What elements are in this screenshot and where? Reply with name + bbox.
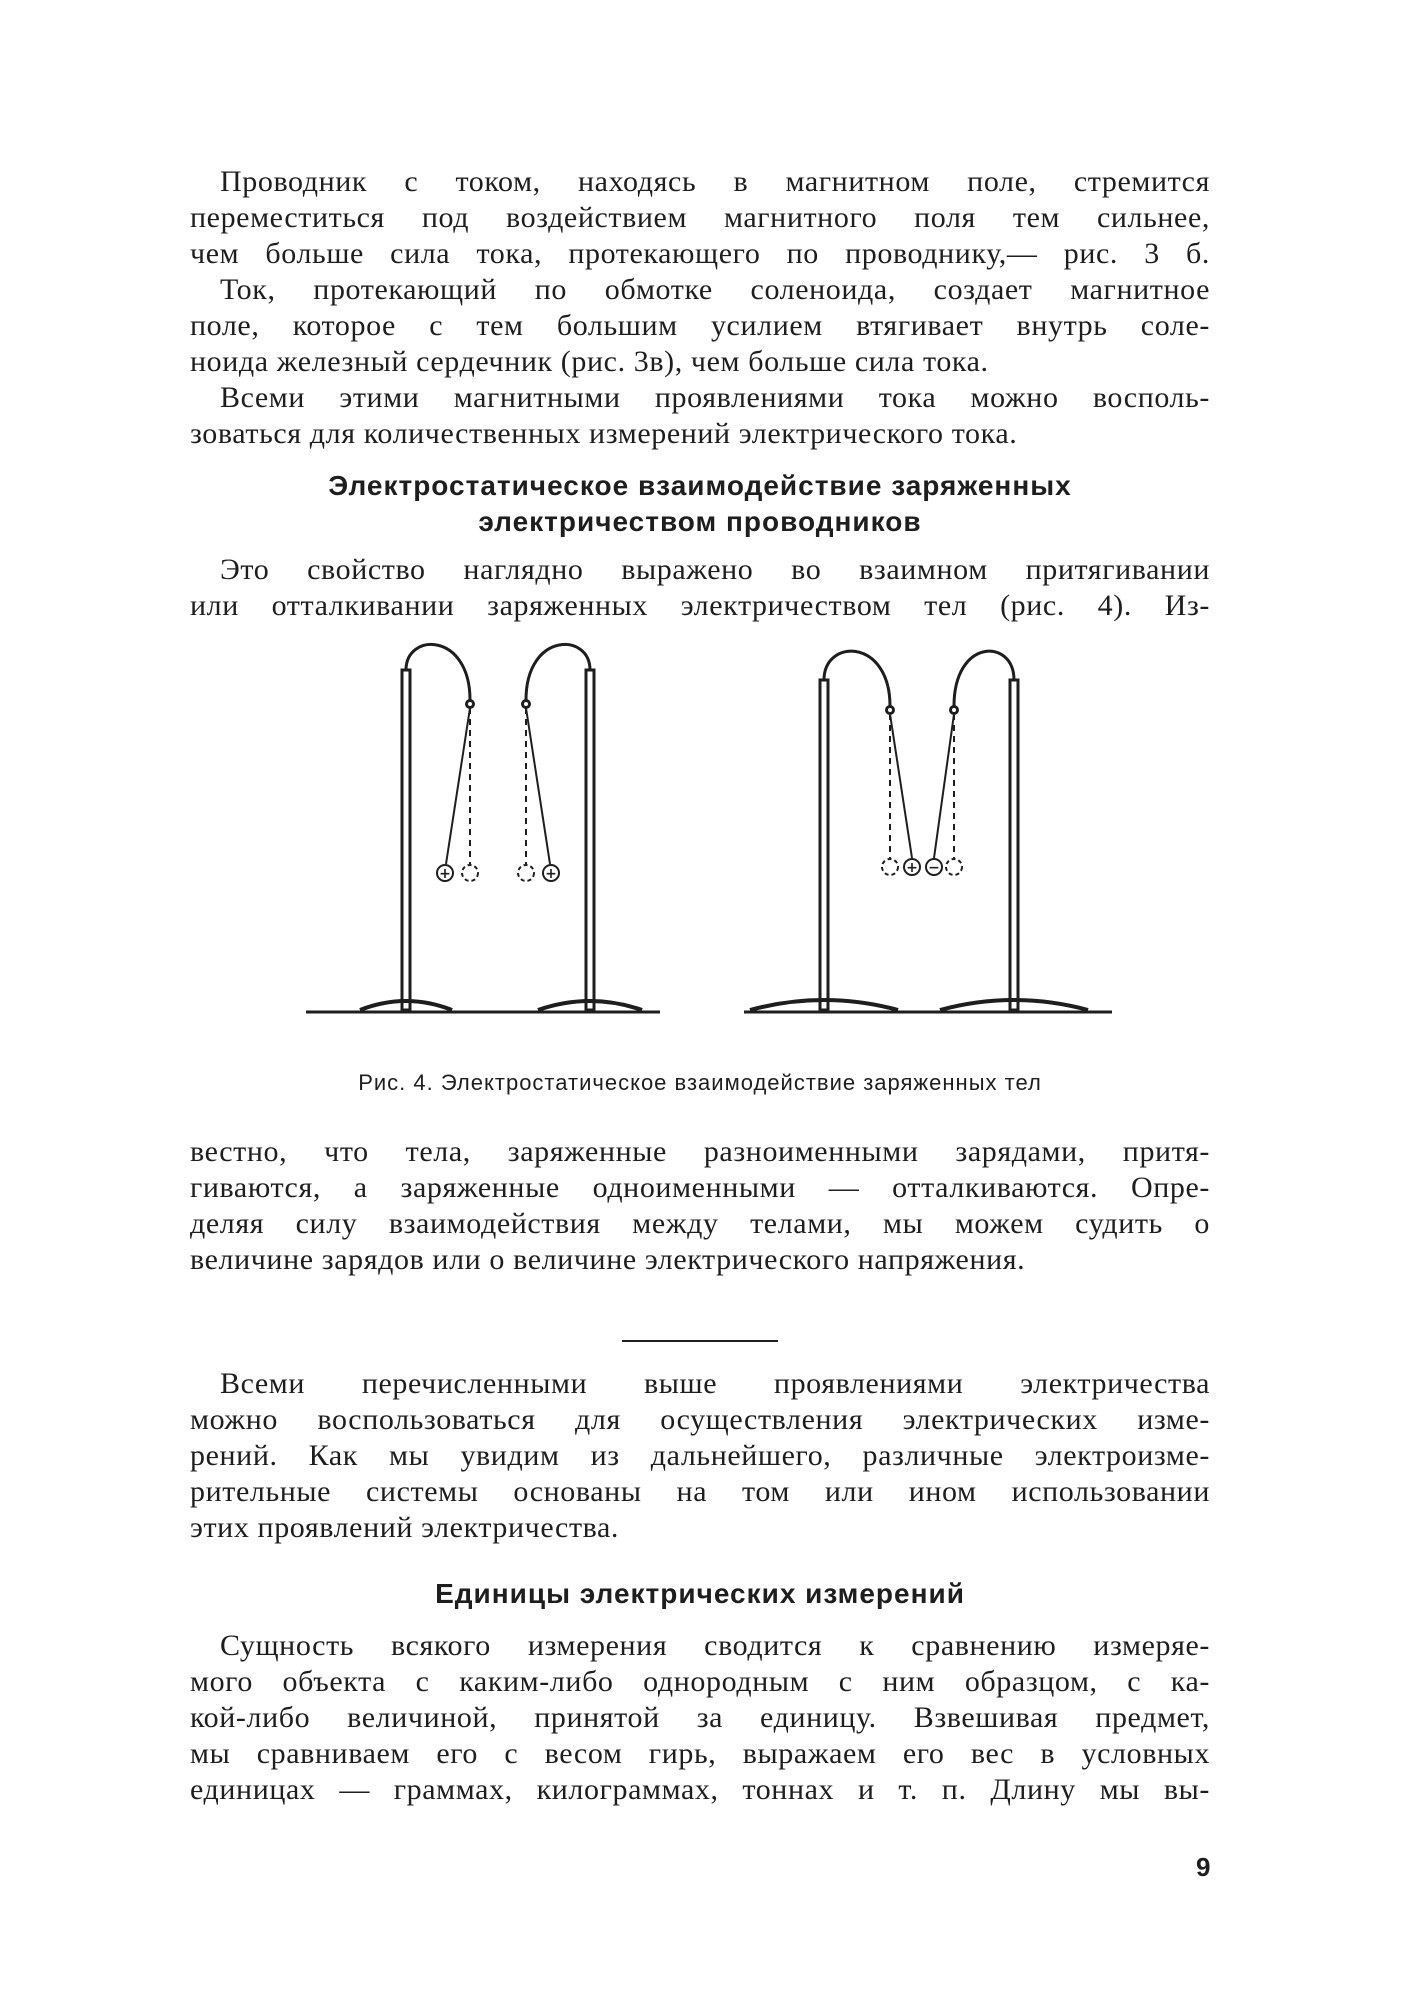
- text-line: можно воспользоваться для осуществления электрических изме-: [190, 1403, 1210, 1436]
- text-line: Всеми перечисленными выше проявлениями электричества: [220, 1367, 1210, 1400]
- summary-paragraph: [190, 1366, 1210, 1546]
- text-line: зоваться для количественных измерений электрического тока.: [190, 417, 1018, 450]
- stand-2: [586, 670, 594, 1010]
- text-line: мы сравниваем его с весом гирь, выражаем его вес в условных: [190, 1737, 1210, 1770]
- thread-deflected: [526, 708, 550, 864]
- heading-line: Электростатическое взаимодействие заряженных: [328, 470, 1072, 501]
- text-line: Всеми этими магнитными проявлениями тока можно восполь-: [220, 381, 1210, 414]
- stand-3-hook: [824, 651, 890, 706]
- text-line: вестно, что тела, заряженные разноименными зарядами, притя-: [190, 1135, 1210, 1168]
- charge-sign: +: [906, 860, 918, 876]
- text-line: величине зарядов или о величине электрического напряжения.: [190, 1243, 1026, 1276]
- charge-sign: −: [928, 860, 940, 876]
- figure-caption: Рис. 4. Электростатическое взаимодействие заряженных тел: [358, 1070, 1042, 1095]
- text-line: мого объекта с каким-либо однородным с ним образцом, с ка-: [190, 1665, 1210, 1698]
- charge-sign: +: [545, 866, 557, 882]
- intro-paragraph: [190, 164, 1210, 452]
- figure-electrostatic-interaction: [300, 640, 1120, 1060]
- charge-sign: +: [439, 866, 451, 882]
- text-line: этих проявлений электричества.: [190, 1511, 620, 1544]
- text-line: переместиться под воздействием магнитного поля тем сильнее,: [190, 201, 1210, 234]
- stand-3: [820, 680, 828, 1010]
- section-heading-units: [190, 1576, 1210, 1612]
- units-paragraph: [190, 1628, 1210, 1808]
- electrostatic-paragraph: [190, 552, 1210, 624]
- text-line: рительные системы основаны на том или ином использовании: [190, 1475, 1210, 1508]
- text-line: единицах — граммах, килограммах, тоннах и т. п. Длину мы вы-: [190, 1773, 1210, 1806]
- text-line: Сущность всякого измерения сводится к сравнению измеряе-: [220, 1629, 1210, 1662]
- stand-1: [402, 670, 410, 1010]
- thread-deflected: [890, 714, 912, 858]
- text-line: Проводник с током, находясь в магнитном поле, стремится: [220, 165, 1210, 198]
- stand-2-hook: [526, 644, 590, 700]
- text-line: гиваются, а заряженные одноименными — отталкиваются. Опре-: [190, 1171, 1210, 1204]
- ball-rest-position: [462, 865, 478, 881]
- text-line: чем больше сила тока, протекающего по проводнику,— рис. 3 б.: [190, 237, 1210, 270]
- text-line: деляя силу взаимодействия между телами, мы можем судить о: [190, 1207, 1210, 1240]
- ball-rest-position: [946, 859, 962, 875]
- page-number: 9: [1196, 1852, 1211, 1882]
- text-line: кой-либо величиной, принятой за единицу. Взвешивая предмет,: [190, 1701, 1210, 1734]
- heading-line: Единицы электрических измерений: [435, 1578, 965, 1609]
- stand-1-hook: [406, 644, 470, 700]
- text-line: поле, которое с тем большим усилием втягивает внутрь соле-: [190, 309, 1210, 342]
- text-line: Ток, протекающий по обмотке соленоида, создает магнитное: [220, 273, 1210, 306]
- suspension-point: [887, 707, 894, 714]
- text-line: ноида железный сердечник (рис. 3в), чем больше сила тока.: [190, 345, 989, 378]
- ball-rest-position: [518, 865, 534, 881]
- stand-4: [1010, 680, 1018, 1010]
- heading-line: электричеством проводников: [478, 506, 922, 537]
- thread-deflected: [446, 708, 470, 864]
- after-figure-paragraph: [190, 1134, 1210, 1278]
- section-heading-electrostatic: [190, 468, 1210, 540]
- suspension-point: [467, 701, 474, 708]
- suspension-point: [523, 701, 530, 708]
- stand-4-hook: [954, 651, 1014, 706]
- ball-rest-position: [882, 859, 898, 875]
- text-line: Это свойство наглядно выражено во взаимном притягивании: [220, 553, 1210, 586]
- text-line: или отталкивании заряженных электричеством тел (рис. 4). Из-: [190, 589, 1210, 622]
- section-separator: [622, 1340, 778, 1342]
- text-line: рений. Как мы увидим из дальнейшего, различные электроизме-: [190, 1439, 1210, 1472]
- suspension-point: [951, 707, 958, 714]
- thread-deflected: [934, 714, 954, 858]
